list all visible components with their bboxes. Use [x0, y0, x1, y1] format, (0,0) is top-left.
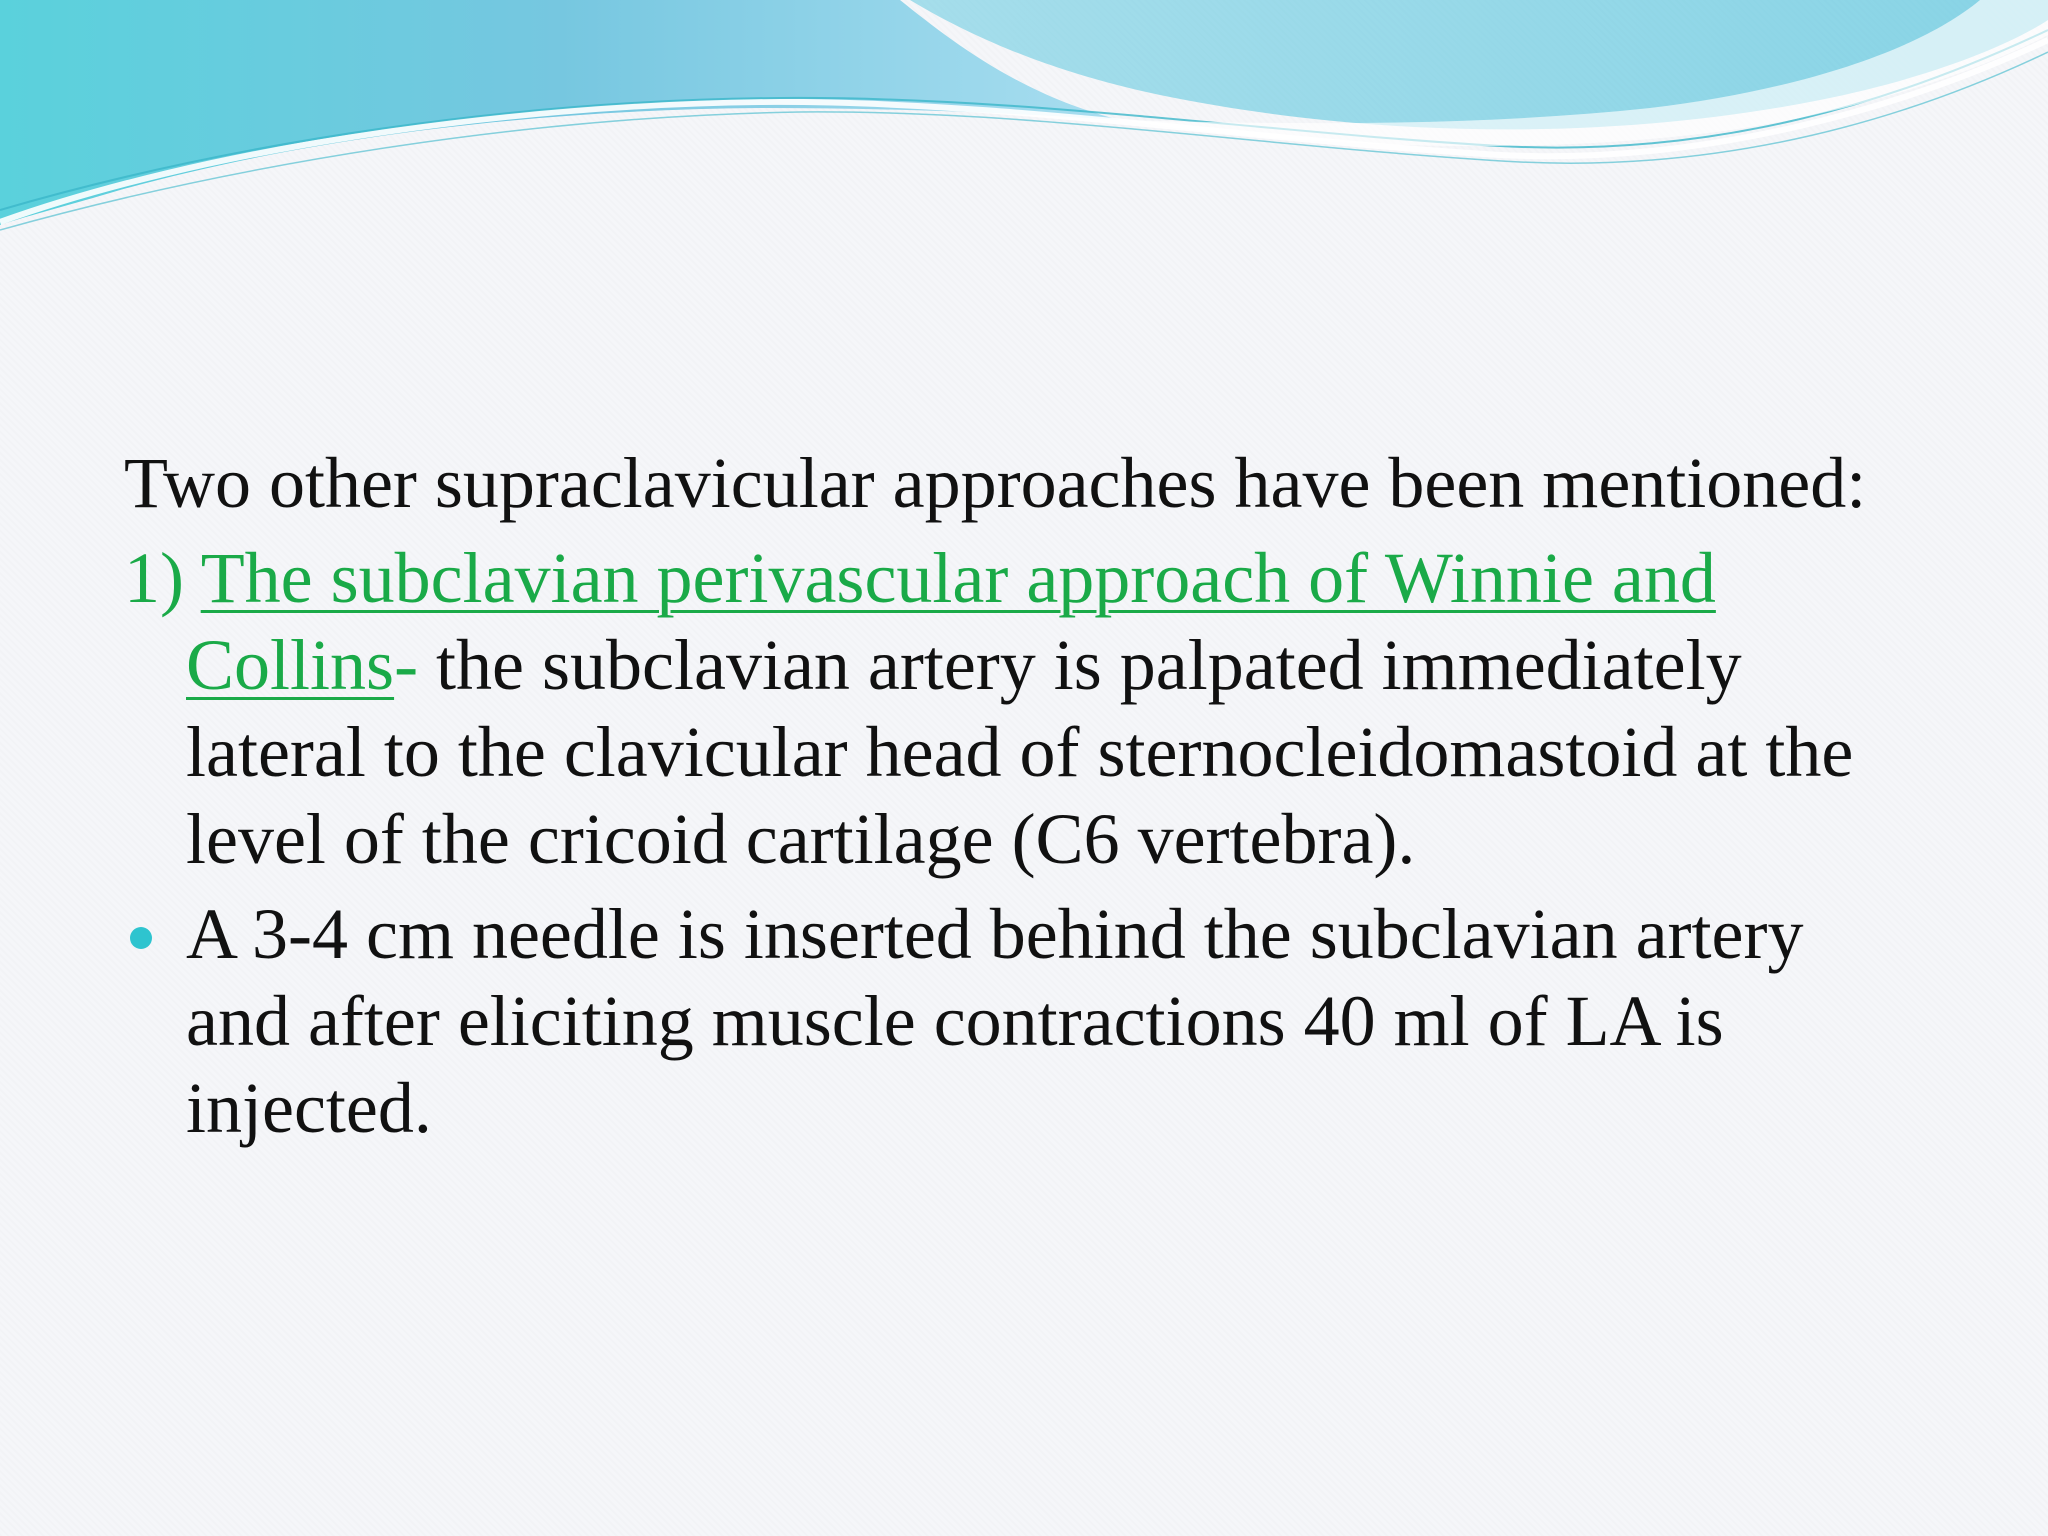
item-1-body: the subclavian artery is palpated immediately lateral to the clavicular head of sternocleidomastoid at the level of the cricoid cartilage (C6 vertebra).	[186, 625, 1854, 879]
item-1-paragraph	[124, 535, 1924, 883]
item-1-dash: -	[394, 625, 419, 705]
slide-body	[124, 440, 1924, 1160]
item-1-number: 1)	[124, 538, 184, 618]
bullet-dot-icon	[130, 927, 152, 949]
intro-paragraph	[124, 440, 1924, 527]
bullet-paragraph	[124, 891, 1924, 1152]
winnie-collins-link[interactable]: The subclavian perivascular approach of Winnie and Collins	[186, 538, 1716, 705]
header-wave-decoration	[0, 0, 2048, 240]
intro-text: Two other supraclavicular approaches have been mentioned:	[124, 443, 1867, 523]
bullet-text: A 3-4 cm needle is inserted behind the subclavian artery and after eliciting muscle contractions 40 ml of LA is injected.	[186, 894, 1804, 1148]
